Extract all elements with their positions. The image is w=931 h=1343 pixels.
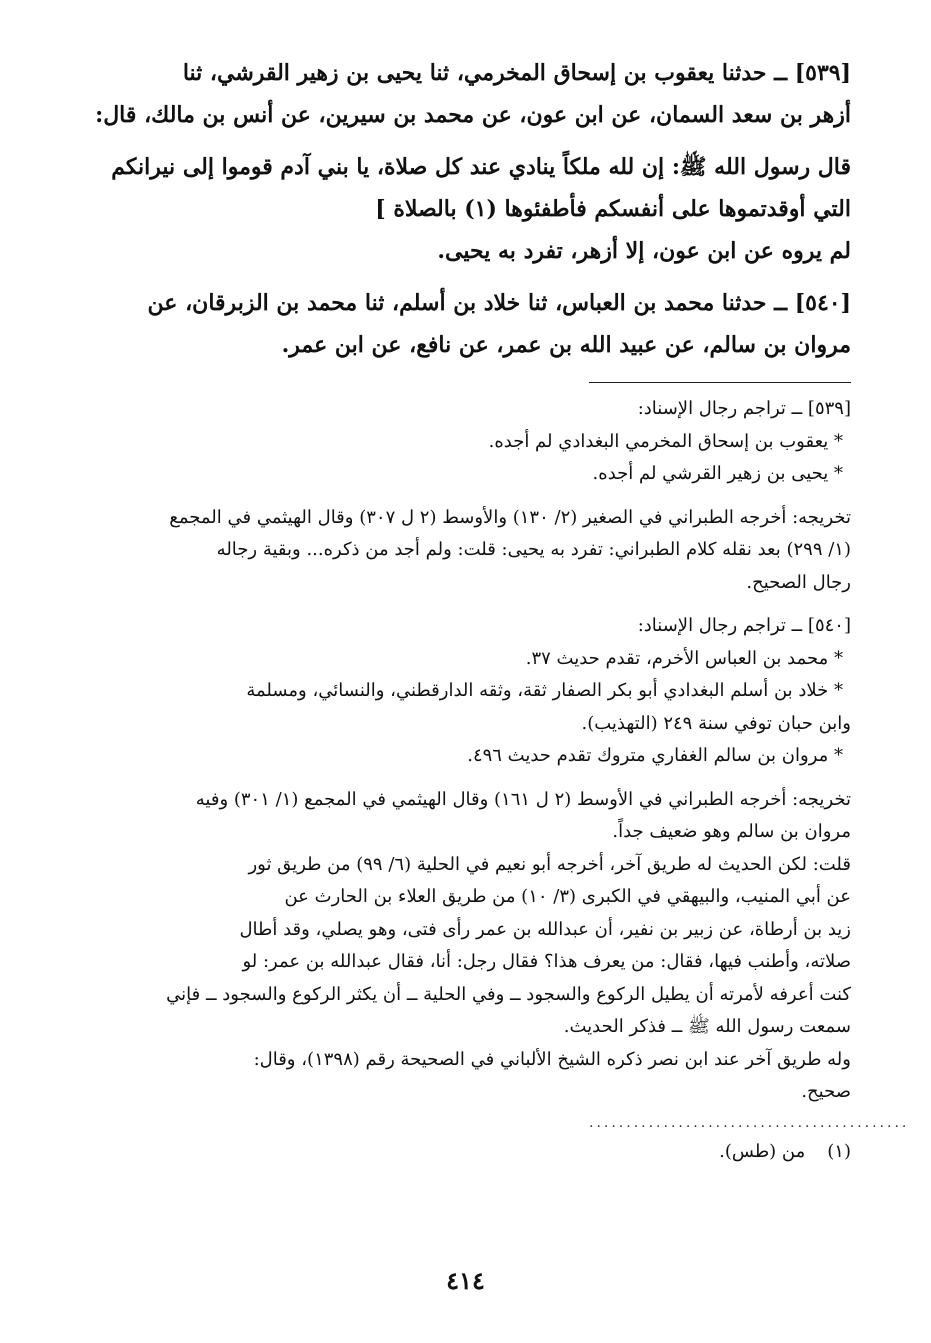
note-540-item-3: * مروان بن سالم الغفاري متروك تقدم حديث ٤٩٦.	[467, 745, 843, 766]
notes-section	[42, 393, 851, 1109]
page-number: ٤١٤	[446, 1266, 485, 1295]
hadith-539-isnad	[42, 52, 851, 136]
note-540-qult-4: صلاته، وأطنب فيها، فقال: من يعرف هذا؟ فقال رجل: أنا، فقال عبدالله بن عمر: لو	[242, 951, 851, 972]
footnote-separator: ...........................................	[589, 1114, 910, 1131]
note-539-takhrij-2: (١/ ٢٩٩) بعد نقله كلام الطبراني: تفرد به يحيى: قلت: ولم أجد من ذكره... وبقية رجاله	[216, 539, 851, 560]
note-540-heading: [٥٤٠] ــ تراجم رجال الإسناد:	[637, 615, 851, 636]
matn-line-2: التي أوقدتموها على أنفسكم فأطفئوها (١) بالصلاة ]	[375, 196, 851, 222]
note-540-qult-5: كنت أعرفه لأمرته أن يطيل الركوع والسجود ــ وفي الحلية ــ أن يكثر الركوع والسجود ــ فإني	[166, 983, 851, 1005]
note-540-qult-2: عن أبي المنيب، والبيهقي في الكبرى (٣/ ١٠) من طريق العلاء بن الحارث عن	[284, 886, 851, 907]
hadith-540-isnad	[42, 282, 851, 366]
note-540-qult-1: قلت: لكن الحديث له طريق آخر، أخرجه أبو نعيم في الحلية (٦/ ٩٩) من طريق ثور	[248, 853, 851, 875]
note-539-item-2: * يحيى بن زهير القرشي لم أجده.	[592, 463, 843, 484]
footnote	[42, 1137, 851, 1167]
hadith-539-line-2: أزهر بن سعد السمان، عن ابن عون، عن محمد بن سيرين، عن أنس بن مالك، قال:	[95, 102, 851, 128]
note-540-takhrij-1: تخريجه: أخرجه الطبراني في الأوسط (٢ ل ١٦١) وقال الهيثمي في المجمع (١/ ٣٠١) وفيه	[195, 788, 851, 810]
note-540-last-2: صحيح.	[801, 1081, 851, 1102]
hadith-540-line-2: مروان بن سالم، عن عبيد الله بن عمر، عن نافع، عن ابن عمر.	[281, 332, 851, 358]
hadith-540-line-1: [٥٤٠] ــ حدثنا محمد بن العباس، ثنا خلاد بن أسلم، ثنا محمد بن الزبرقان، عن	[147, 290, 851, 316]
hadith-539-line-1: [٥٣٩] ــ حدثنا يعقوب بن إسحاق المخرمي، ثنا يحيى بن زهير القرشي، ثنا	[182, 60, 851, 86]
main-text	[42, 52, 851, 366]
note-539-item-1: * يعقوب بن إسحاق المخرمي البغدادي لم أجده.	[488, 430, 843, 452]
note-539-heading: [٥٣٩] ــ تراجم رجال الإسناد:	[637, 398, 851, 419]
note-540-item-1: * محمد بن العباس الأخرم، تقدم حديث ٣٧.	[525, 647, 843, 669]
note-539-takhrij-3: رجال الصحيح.	[746, 571, 851, 593]
matn-line-3: لم يروه عن ابن عون، إلا أزهر، تفرد به يحيى.	[437, 238, 851, 264]
notes-separator	[589, 382, 851, 383]
note-540-qult-3: زيد بن أرطاة، عن زبير بن نفير، أن عبدالله بن عمر رأى فتى، وهو يصلي، وقد أطال	[239, 918, 851, 940]
note-540-qult-6: سمعت رسول الله ﷺ ــ فذكر الحديث.	[563, 1016, 851, 1037]
note-540-takhrij-2: مروان بن سالم وهو ضعيف جداً.	[612, 821, 851, 842]
hadith-539-matn	[42, 146, 851, 272]
footnote-text: من (طس).	[719, 1140, 806, 1162]
note-539-takhrij-1: تخريجه: أخرجه الطبراني في الصغير (٢/ ١٣٠) والأوسط (٢ ل ٣٠٧) وقال الهيثمي في المجمع	[169, 506, 851, 528]
note-540-item-2: * خلاد بن أسلم البغدادي أبو بكر الصفار ثقة، وثقه الدارقطني، والنسائي، ومسلمة	[246, 680, 843, 701]
note-540-item-2-cont: وابن حبان توفي سنة ٢٤٩ (التهذيب).	[581, 712, 851, 734]
matn-line-1: قال رسول الله ﷺ: إن لله ملكاً ينادي عند كل صلاة، يا بني آدم قوموا إلى نيرانكم	[111, 154, 851, 180]
footnote-number: (١)	[827, 1140, 851, 1162]
note-540-last-1: وله طريق آخر عند ابن نصر ذكره الشيخ الألباني في الصحيحة رقم (١٣٩٨)، وقال:	[253, 1048, 851, 1070]
